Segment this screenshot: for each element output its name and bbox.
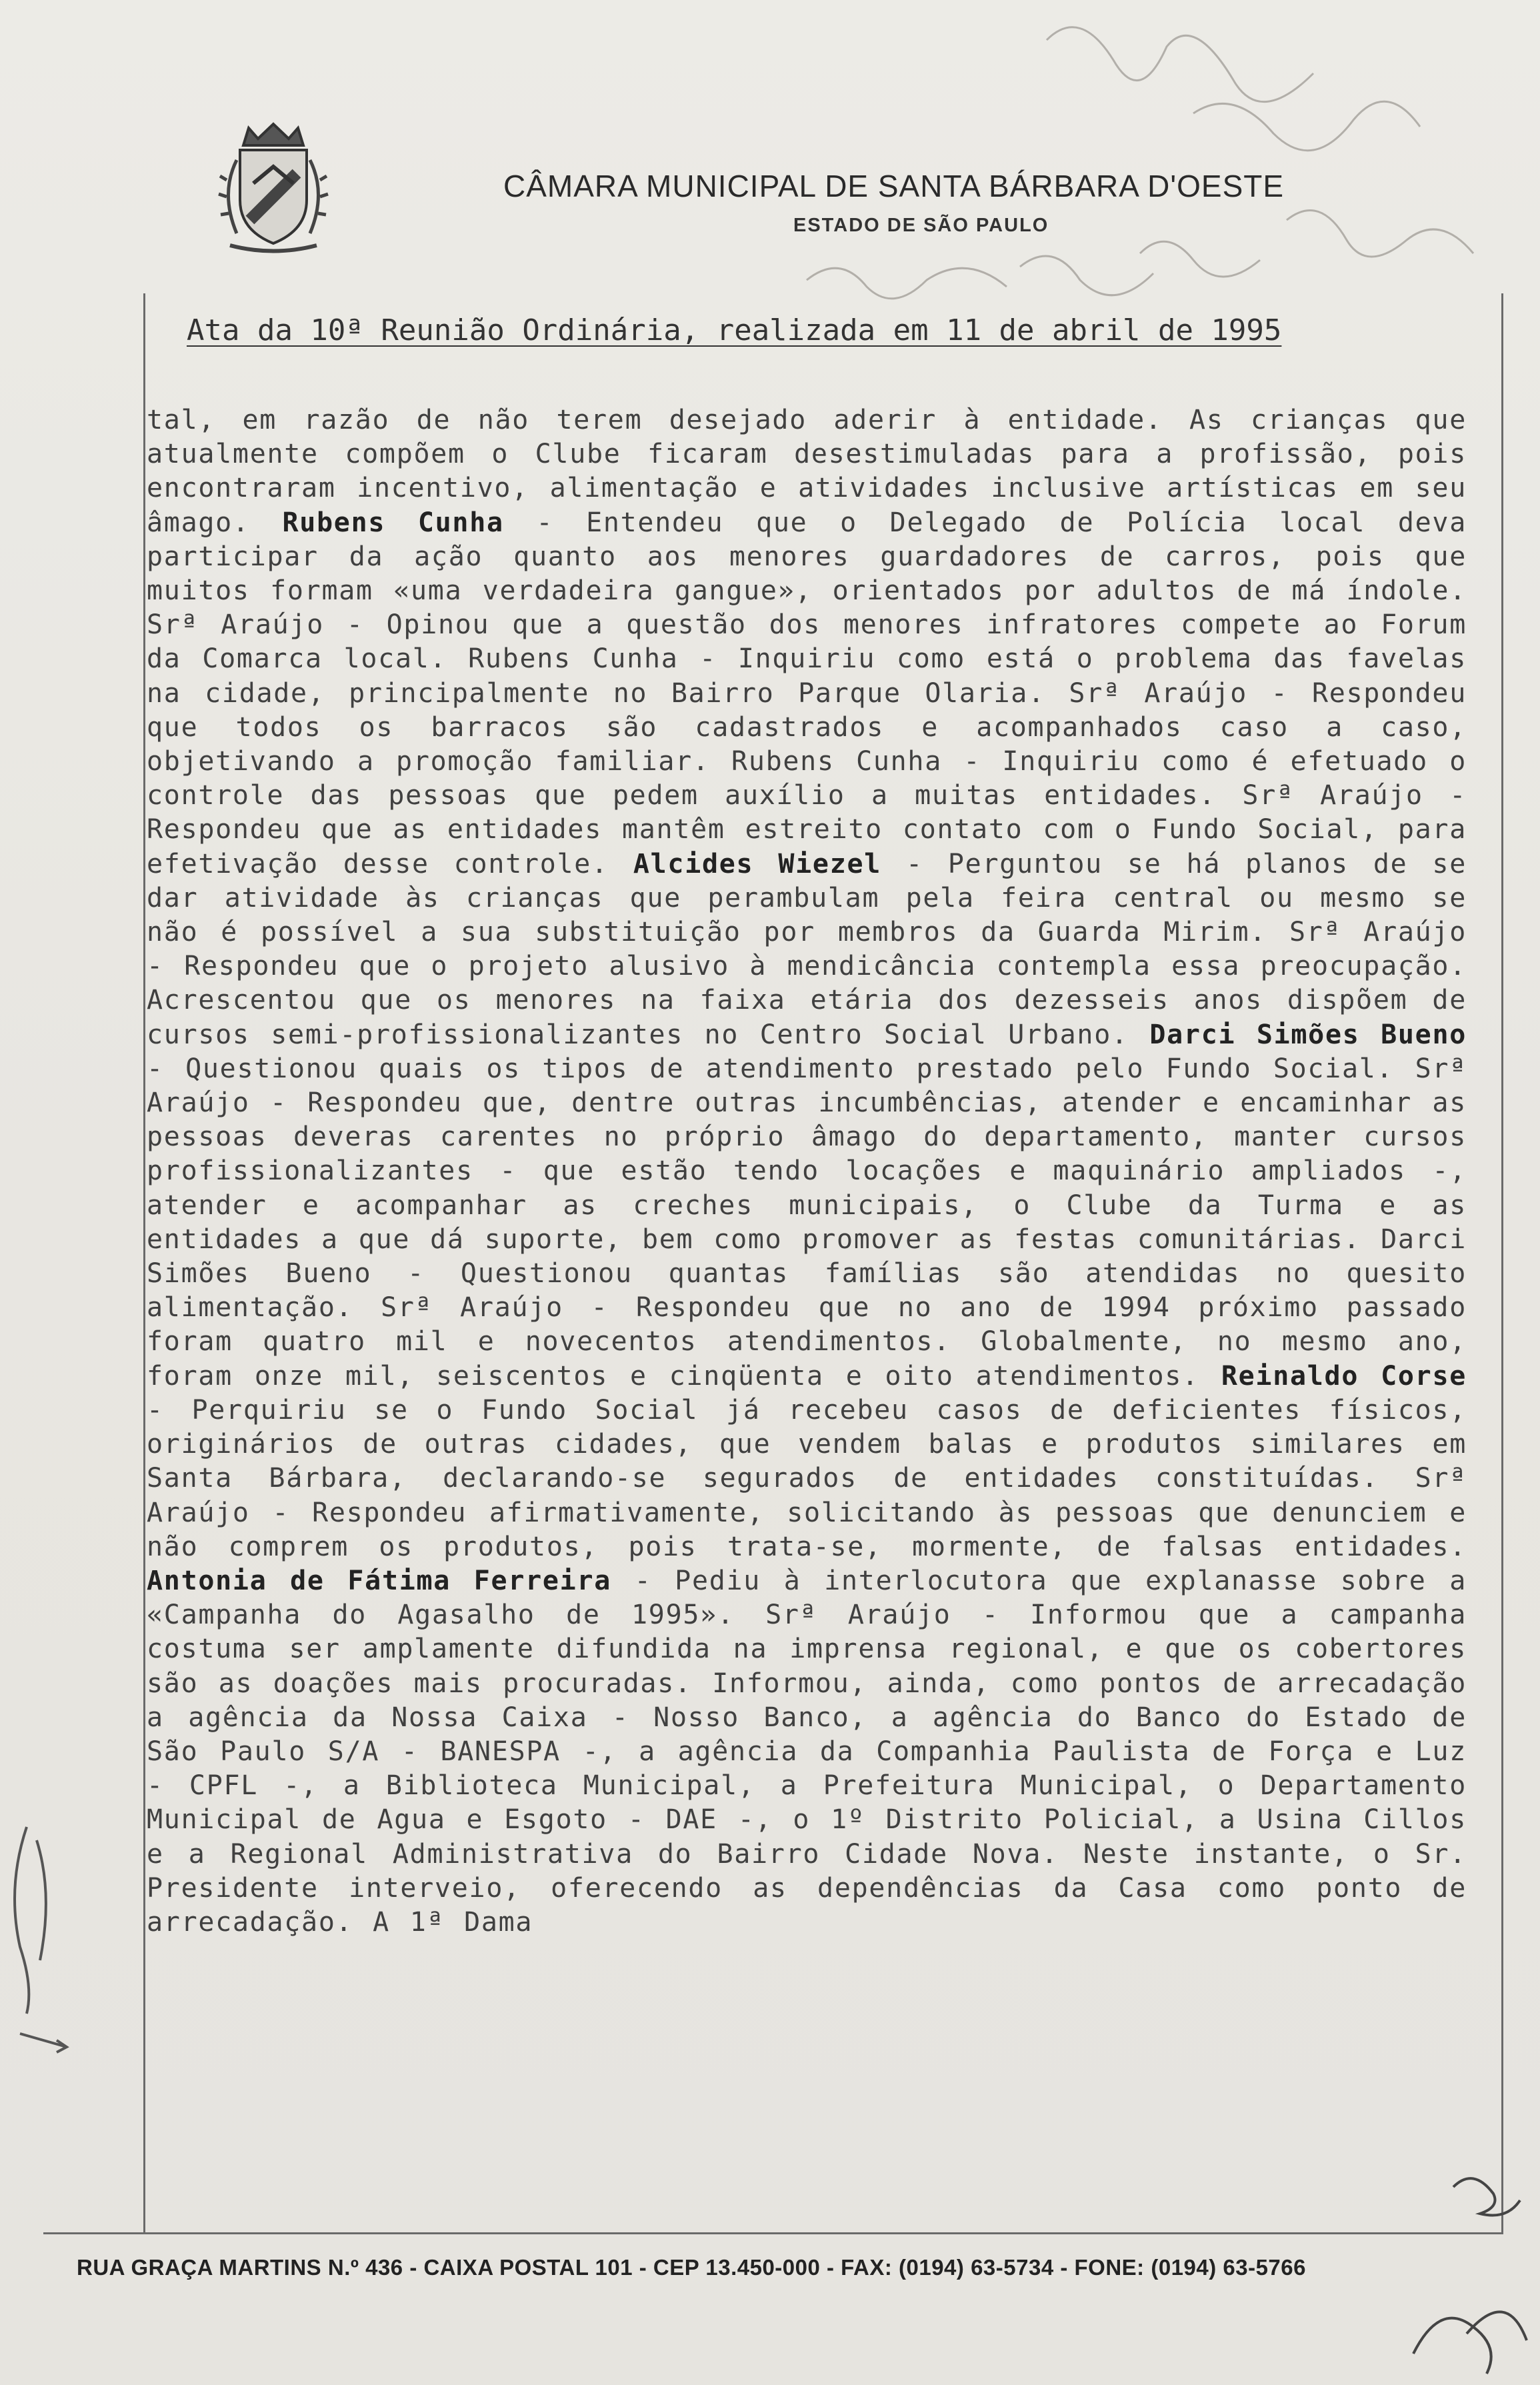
footer-address: RUA GRAÇA MARTINS N.º 436 - CAIXA POSTAL 101 - CEP 13.450-000 - FAX: (0194) 63-5734 - FONE: (0194) 63-5766	[77, 2255, 1306, 2280]
institution-name: CÂMARA MUNICIPAL DE SANTA BÁRBARA D'OESTE	[503, 169, 1285, 203]
speaker-name: Antonia de Fátima Ferreira	[147, 1565, 612, 1596]
page-frame-bottom	[43, 2232, 1503, 2234]
minutes-text-segment: - Pediu à interlocutora que explanasse sobre a «Campanha do Agasalho de 1995». Srª Araújo - Informou que a campanha costuma ser amplamente difundida na imprensa regional, e que os cobertores são as doações mais procuradas. Informou, ainda, como pontos de arrecadação a agência da Nossa Caixa - Nosso Banco, a agência do Banco do Estado de São Paulo S/A - BANESPA -, a agência da Companhia Paulista de Força e Luz - CPFL -, a Biblioteca Municipal, a Prefeitura Municipal, o Departamento Municipal de Agua e Esgoto - DAE -, o 1º Distrito Policial, a Usina Cillos e a Regional Administrativa do Bairro Cidade Nova. Neste instante, o Sr. Presidente interveio, oferecendo as dependências da Casa como ponto de arrecadação. A 1ª Dama	[147, 1565, 1467, 1938]
page-frame-right	[1501, 293, 1503, 2234]
state-name: ESTADO DE SÃO PAULO	[793, 215, 1049, 236]
minutes-text-segment: - Entendeu que o Delegado de Polícia local deva participar da ação quanto aos menores guardadores de carros, pois que muitos formam «uma verdadeira gangue», orientados por adultos de má índole. Srª Araújo - Opinou que a questão dos menores infratores compete ao Forum da Comarca local. Rubens Cunha - Inquiriu como está o problema das favelas na cidade, principalmente no Bairro Parque Olaria. Srª Araújo - Respondeu que todos os barracos são cadastrados e acompanhados caso a caso, objetivando a promoção familiar. Rubens Cunha - Inquiriu como é efetuado o controle das pessoas que pedem auxílio a muitas entidades. Srª Araújo - Respondeu que as entidades mantêm estreito contato com o Fundo Social, para efetivação desse controle.	[147, 507, 1467, 879]
handwritten-signature	[767, 0, 1513, 347]
minutes-body-text	[147, 403, 1467, 1940]
page-frame-left	[143, 293, 145, 2234]
minutes-text-segment: - Perguntou se há planos de se dar atividade às crianças que perambulam pela feira central ou mesmo se não é possível a sua substituição por membros da Guarda Mirim. Srª Araújo - Respondeu que o projeto alusivo à mendicância contempla essa preocupação. Acrescentou que os menores na faixa etária dos dezesseis anos dispõem de cursos semi-profissionalizantes no Centro Social Urbano.	[147, 848, 1467, 1050]
minutes-title: Ata da 10ª Reunião Ordinária, realizada em 11 de abril de 1995	[187, 313, 1282, 347]
speaker-name: Reinaldo Corse	[1221, 1360, 1467, 1392]
speaker-name: Rubens Cunha	[282, 507, 504, 538]
minutes-text-segment: - Questionou quais os tipos de atendimento prestado pelo Fundo Social. Srª Araújo - Respondeu que, dentre outras incumbências, atender e encaminhar as pessoas deveras carentes no próprio âmago do departamento, manter cursos profissionalizantes - que estão tendo locações e maquinário ampliados -, atender e acompanhar as creches municipais, o Clube da Turma e as entidades a que dá suporte, bem como promover as festas comunitárias. Darci Simões Bueno - Questionou quantas famílias são atendidas no quesito alimentação. Srª Araújo - Respondeu que no ano de 1994 próximo passado foram quatro mil e novecentos atendimentos. Globalmente, no mesmo ano, foram onze mil, seiscentos e cinqüenta e oito atendimentos.	[147, 1053, 1467, 1392]
speaker-name: Alcides Wiezel	[633, 848, 882, 879]
minutes-text-segment: - Perquiriu se o Fundo Social já recebeu casos de deficientes físicos, originários de outras cidades, que vendem balas e produtos similares em Santa Bárbara, declarando-se segurados de entidades constituídas. Srª Araújo - Respondeu afirmativamente, solicitando às pessoas que denunciem e não comprem os produtos, pois trata-se, mormente, de falsas entidades.	[147, 1394, 1467, 1562]
speaker-name: Darci Simões Bueno	[1149, 1019, 1467, 1050]
minutes-text-segment: tal, em razão de não terem desejado aderir à entidade. As crianças que atualmente compõem o Clube ficaram desestimuladas para a profissão, pois encontraram incentivo, alimentação e atividades inclusive artísticas em seu âmago.	[147, 405, 1467, 538]
municipal-coat-of-arms	[217, 120, 330, 253]
margin-mark	[0, 1814, 73, 2094]
